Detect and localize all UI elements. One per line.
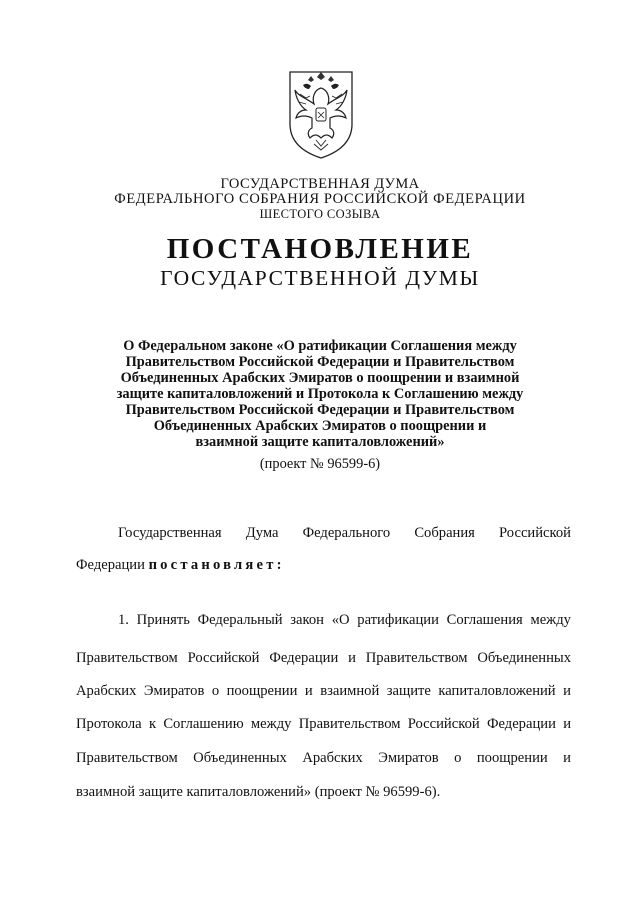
preamble-word: Российской — [499, 525, 571, 541]
project-number: (проект № 96599-6) — [259, 456, 381, 472]
org-name-line-1: ГОСУДАРСТВЕННАЯ ДУМА — [220, 176, 420, 192]
item-word: между — [530, 612, 571, 628]
resolves-word: постановляет: — [148, 557, 285, 573]
preamble-word: Собрания — [414, 525, 475, 541]
item-word: и — [563, 716, 571, 732]
item-word: Соглашению — [163, 716, 244, 732]
item-word: ратификации — [357, 612, 439, 628]
item-word: Протокола — [76, 716, 142, 732]
preamble-word: Федерации — [76, 557, 145, 573]
item-word: Эмиратов — [378, 750, 439, 766]
item-word: Российской — [187, 650, 260, 666]
item-1-line — [118, 612, 571, 629]
item-word: о — [211, 683, 220, 699]
item-word: и — [563, 683, 571, 699]
item-word: Правительством — [365, 650, 468, 666]
subject-line: О Федеральном законе «О ратификации Соглашения между — [123, 338, 517, 354]
document-subtitle: ГОСУДАРСТВЕННОЙ ДУМЫ — [160, 266, 480, 290]
item-word: Правительством — [76, 750, 178, 766]
item-word: Арабских — [302, 750, 363, 766]
item-word: закон — [290, 612, 324, 628]
item-word: Арабских — [76, 683, 137, 699]
item-word: между — [250, 716, 292, 732]
item-word: и — [348, 650, 356, 666]
item-word: защите — [386, 683, 431, 699]
subject-line: взаимной защите капиталовложений» — [195, 434, 445, 450]
item-word: 1. — [118, 612, 129, 628]
item-word: Российской — [407, 716, 480, 732]
item-word: поощрении — [476, 750, 548, 766]
subject-line: Объединенных Арабских Эмиратов о поощрении и взаимной — [120, 370, 520, 386]
item-word: Эмиратов — [143, 683, 205, 699]
item-word: капиталовложений — [438, 683, 556, 699]
item-word: Соглашения — [446, 612, 523, 628]
subject-line: Объединенных Арабских Эмиратов о поощрении и — [153, 418, 487, 434]
preamble-word: Дума — [245, 525, 279, 541]
preamble-line-2 — [76, 557, 571, 574]
item-word: Объединенных — [477, 650, 571, 666]
subject-heading — [90, 338, 550, 450]
subject-line: защите капиталовложений и Протокола к Соглашению между — [116, 386, 524, 402]
item-word: взаимной — [320, 683, 380, 699]
item-word: Правительством — [298, 716, 401, 732]
item-word: Федерации — [269, 650, 339, 666]
subject-line: Правительством Российской Федерации и Правительством — [125, 354, 515, 370]
document-title: ПОСТАНОВЛЕНИЕ — [166, 233, 474, 265]
item-word: поощрении — [226, 683, 298, 699]
subject-line: Правительством Российской Федерации и Правительством — [125, 402, 515, 418]
item-1-line — [76, 716, 571, 733]
item-word: Объединенных — [193, 750, 287, 766]
item-word: Федеральный — [197, 612, 283, 628]
item-1-line — [76, 650, 571, 667]
russian-coat-of-arms-emblem — [286, 68, 356, 162]
item-1-last-line: взаимной защите капиталовложений» (проект № 96599-6). — [76, 784, 441, 800]
preamble-line-1 — [118, 525, 571, 542]
item-word: к — [148, 716, 157, 732]
item-word: о — [454, 750, 462, 766]
item-word: и — [304, 683, 313, 699]
convocation-line: ШЕСТОГО СОЗЫВА — [259, 207, 381, 221]
item-word: Принять — [136, 612, 190, 628]
item-word: Федерации — [486, 716, 556, 732]
item-1-line — [76, 750, 571, 767]
item-word: Правительством — [76, 650, 178, 666]
item-word: и — [563, 750, 571, 766]
org-name-line-2: ФЕДЕРАЛЬНОГО СОБРАНИЯ РОССИЙСКОЙ ФЕДЕРАЦИИ — [114, 191, 526, 207]
item-1-line — [76, 683, 571, 700]
preamble-word: Государственная — [118, 525, 222, 541]
item-word: «О — [331, 612, 350, 628]
preamble-word: Федерального — [302, 525, 391, 541]
